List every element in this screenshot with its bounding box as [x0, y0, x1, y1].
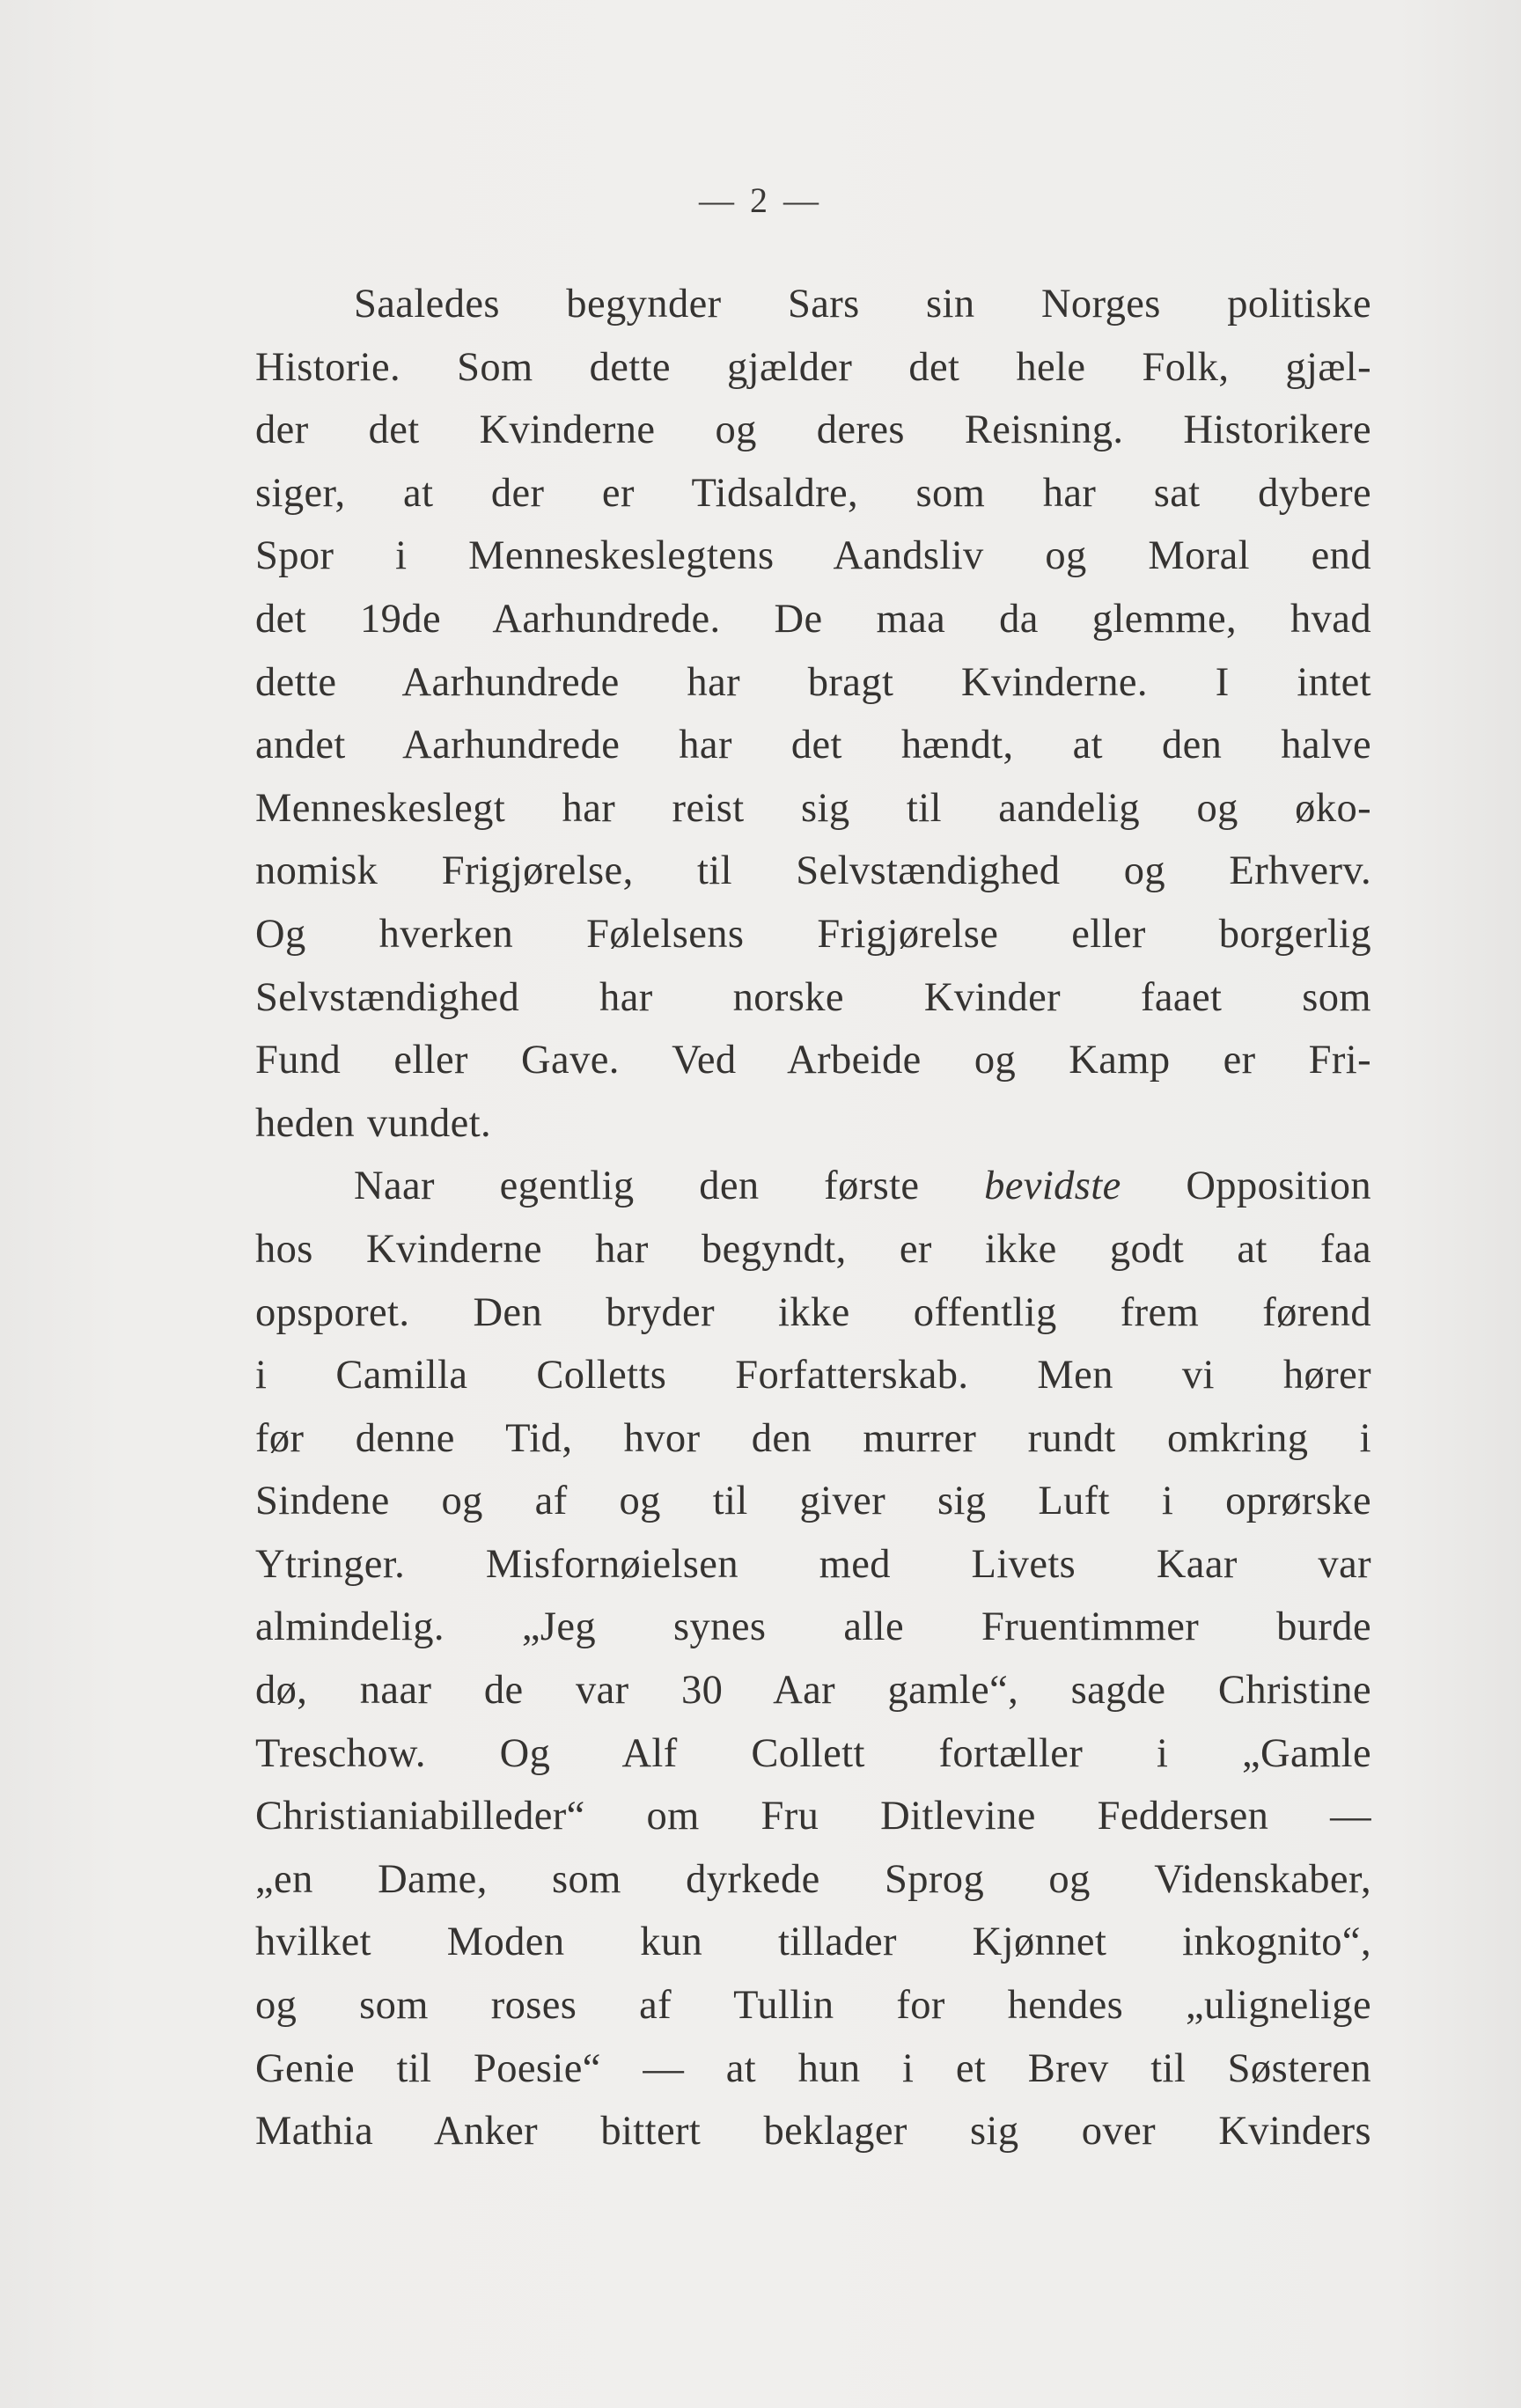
text-line: andet Aarhundrede har det hændt, at den halve: [255, 723, 1371, 768]
text-line: Mathia Anker bittert beklager sig over Kvinders: [255, 2109, 1371, 2155]
text-segment: Naar egentlig den første: [354, 1164, 920, 1209]
text-line: Christianiabilleder“ om Fru Ditlevine Feddersen —: [255, 1794, 1371, 1839]
text-line: Og hverken Følelsens Frigjørelse eller borgerlig: [255, 911, 1371, 957]
text-line: Historie. Som dette gjælder det hele Folk, gjæl-: [255, 344, 1371, 390]
text-line: nomisk Frigjørelse, til Selvstændighed og Erhverv.: [255, 848, 1371, 894]
text-line: Selvstændighed har norske Kvinder faaet som: [255, 974, 1371, 1020]
text-line: Spor i Menneskeslegtens Aandsliv og Moral end: [255, 533, 1371, 579]
emphasized-word: bevidste: [984, 1164, 1121, 1209]
text-line: der det Kvinderne og deres Reisning. Historikere: [255, 407, 1371, 453]
page-number: — 2 —: [699, 180, 822, 220]
text-line: „en Dame, som dyrkede Sprog og Videnskaber,: [255, 1856, 1371, 1902]
text-line: hvilket Moden kun tillader Kjønnet inkognito“,: [255, 1920, 1371, 1965]
text-line: Menneskeslegt har reist sig til aandelig og øko-: [255, 785, 1371, 831]
text-line-with-emphasis: [255, 1155, 1371, 1218]
text-line: før denne Tid, hvor den murrer rundt omkring i: [255, 1415, 1371, 1461]
paragraph-2: [255, 1155, 1371, 2163]
text-line: hos Kvinderne har begyndt, er ikke godt at faa: [255, 1226, 1371, 1272]
text-segment: Opposition: [1186, 1164, 1371, 1209]
text-line: Saaledes begynder Sars sin Norges politiske: [354, 282, 1371, 327]
text-line: dø, naar de var 30 Aar gamle“, sagde Christine: [255, 1668, 1371, 1714]
text-line: dette Aarhundrede har bragt Kvinderne. I intet: [255, 659, 1371, 705]
text-line: heden vundet.: [255, 1100, 492, 1146]
text-line: almindelig. „Jeg synes alle Fruentimmer burde: [255, 1604, 1371, 1650]
text-line: og som roses af Tullin for hendes „ulignelige: [255, 1983, 1371, 2029]
body-text: [255, 273, 1371, 2163]
text-line: det 19de Aarhundrede. De maa da glemme, hvad: [255, 596, 1371, 642]
text-line: opsporet. Den bryder ikke offentlig frem førend: [255, 1289, 1371, 1335]
text-line: i Camilla Colletts Forfatterskab. Men vi hører: [255, 1353, 1371, 1399]
paragraph-1: [255, 273, 1371, 1155]
text-line: Ytringer. Misfornøielsen med Livets Kaar var: [255, 1541, 1371, 1587]
text-line: Treschow. Og Alf Collett fortæller i „Gamle: [255, 1730, 1371, 1776]
text-line: Genie til Poesie“ — at hun i et Brev til Søsteren: [255, 2045, 1371, 2091]
text-line: Sindene og af og til giver sig Luft i oprørske: [255, 1479, 1371, 1524]
text-line: siger, at der er Tidsaldre, som har sat dybere: [255, 470, 1371, 516]
text-line: Fund eller Gave. Ved Arbeide og Kamp er Fri-: [255, 1038, 1371, 1083]
